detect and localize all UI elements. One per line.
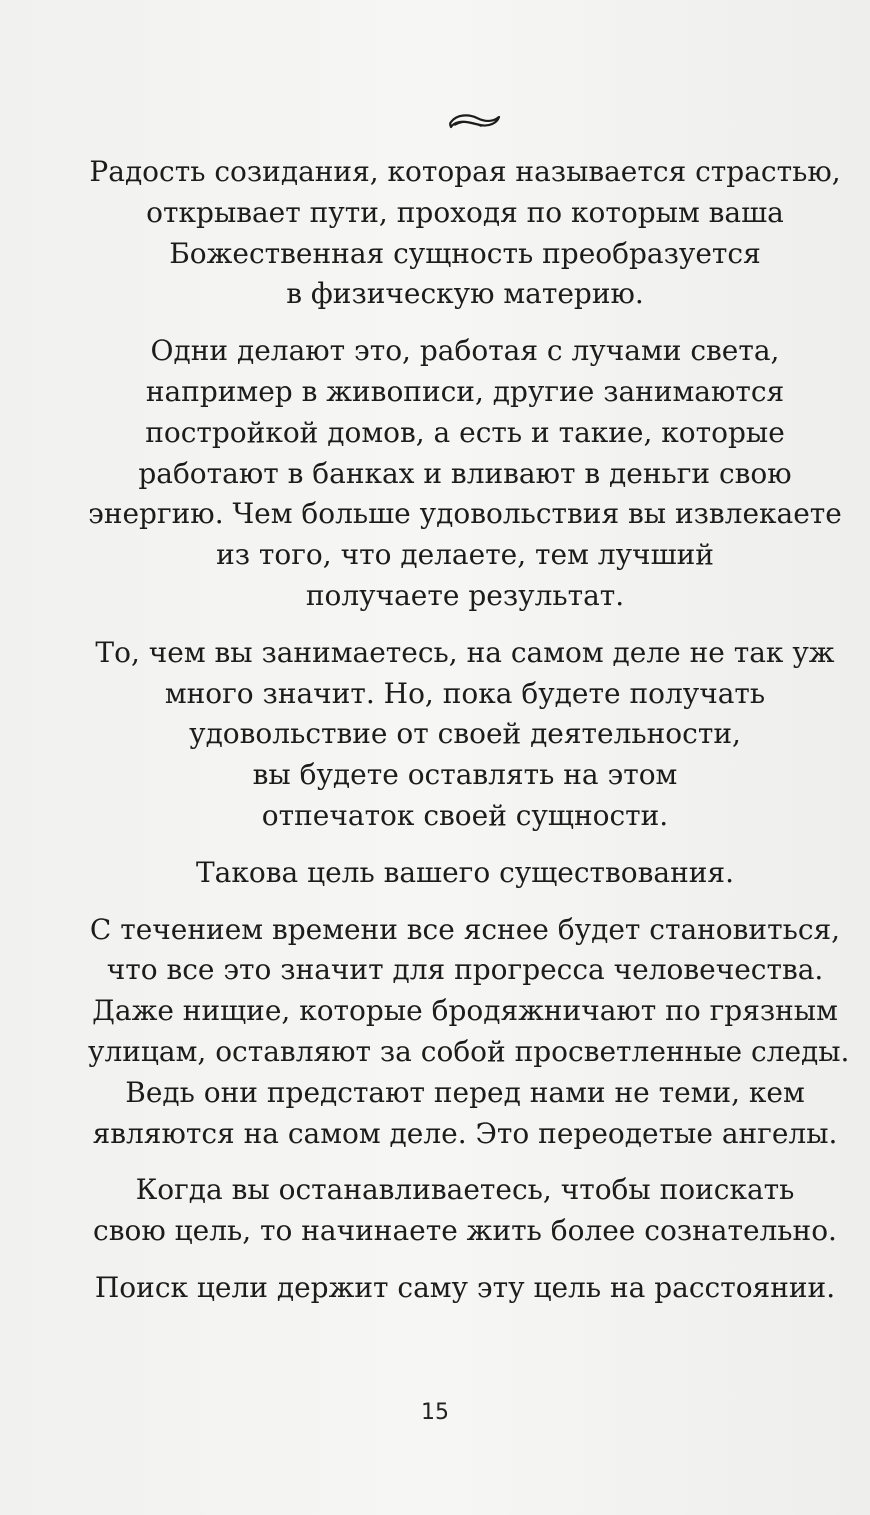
text-line: Даже нищие, которые бродяжничают по грязным [92, 994, 838, 1028]
text-line: Божественная сущность преобразуется [169, 236, 761, 270]
text-line: Ведь они предстают перед нами не теми, кем [125, 1075, 805, 1109]
paragraph [88, 331, 842, 617]
text-line: получаете результат. [305, 578, 625, 612]
text-line: в физическую материю. [286, 277, 644, 311]
text-line: Такова цель вашего существования. [196, 855, 734, 889]
paragraph [88, 152, 842, 315]
paragraph [88, 1268, 842, 1309]
text-line: открывает пути, проходя по которым ваша [146, 195, 784, 229]
paragraph [88, 910, 850, 1155]
page-number: 15 [421, 1400, 449, 1425]
paragraph [88, 633, 842, 837]
text-line: улицам, оставляют за собой просветленные следы. [88, 1034, 850, 1068]
text-line: Одни делают это, работая с лучами света, [150, 334, 780, 368]
text-line: энергию. Чем больше удовольствия вы извлекаете [88, 497, 842, 531]
text-line: отпечаток своей сущности. [261, 798, 669, 832]
paragraph [88, 853, 842, 894]
text-line: из того, что делаете, тем лучший [216, 538, 714, 572]
text-line: вы будете оставлять на этом [252, 758, 678, 792]
text-line: Поиск цели держит саму эту цель на расстоянии. [94, 1270, 836, 1304]
main-text [88, 152, 850, 1325]
text-line: свою цель, то начинаете жить более сознательно. [93, 1214, 837, 1248]
text-line: например в живописи, другие занимаются [145, 374, 785, 408]
text-line: С течением времени все яснее будет становиться, [89, 912, 841, 946]
text-line: То, чем вы занимаетесь, на самом деле не так уж [95, 635, 835, 669]
text-line: Радость созидания, которая называется страстью, [89, 155, 841, 188]
text-line: что все это значит для прогресса человечества. [106, 953, 824, 987]
flourish-ornament-icon [447, 108, 503, 134]
text-line: удовольствие от своей деятельности, [189, 717, 741, 751]
text-line: постройкой домов, а есть и такие, которые [145, 415, 785, 449]
text-line: работают в банках и вливают в деньги свою [138, 456, 792, 490]
text-line: Когда вы останавливаетесь, чтобы поискать [135, 1173, 795, 1207]
text-line: много значит. Но, пока будете получать [164, 676, 766, 710]
paragraph [88, 1170, 842, 1252]
text-line: являются на самом деле. Это переодетые ангелы. [92, 1116, 838, 1150]
